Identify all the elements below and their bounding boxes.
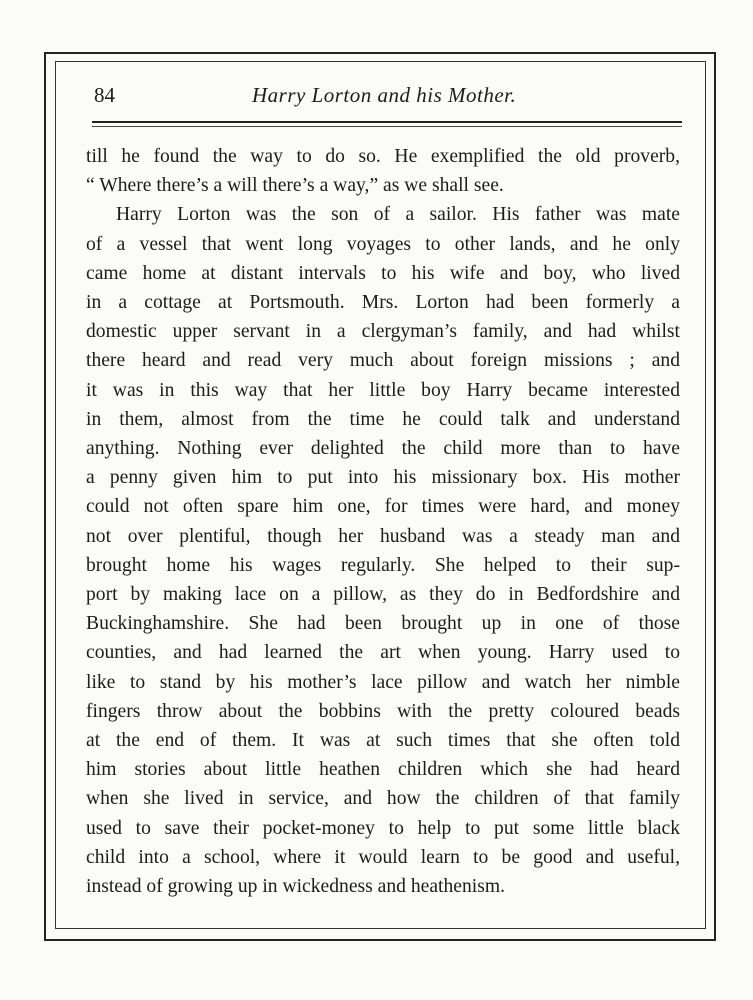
text-line: when she lived in service, and how the children of that family (86, 788, 680, 810)
text-line: instead of growing up in wickedness and heathenism. (86, 876, 505, 898)
text-line: brought home his wages regularly. She helped to their sup- (86, 554, 680, 576)
running-head (92, 80, 682, 112)
text-line: came home at distant intervals to his wife and boy, who lived (86, 262, 680, 284)
text-line: a penny given him to put into his missionary box. His mother (86, 467, 680, 489)
text-line: child into a school, where it would learn to be good and useful, (86, 846, 680, 868)
text-line: it was in this way that her little boy Harry became interested (86, 379, 680, 401)
text-line: in a cottage at Portsmouth. Mrs. Lorton had been formerly a (86, 292, 680, 314)
text-line: used to save their pocket-money to help to put some little black (86, 817, 680, 839)
text-line: could not often spare him one, for times were hard, and money (86, 496, 680, 518)
header-rule-thick (92, 121, 682, 123)
text-line: Harry Lorton was the son of a sailor. His father was mate (116, 204, 680, 226)
text-line: there heard and read very much about foreign missions ; and (86, 350, 680, 372)
text-line: domestic upper servant in a clergyman’s family, and had whilst (86, 321, 680, 343)
text-line: fingers throw about the bobbins with the pretty coloured beads (86, 700, 680, 722)
text-line: counties, and had learned the art when young. Harry used to (86, 642, 680, 664)
text-line: him stories about little heathen children which she had heard (86, 759, 680, 781)
text-line: in them, almost from the time he could talk and understand (86, 408, 680, 430)
text-line: Buckinghamshire. She had been brought up in one of those (86, 613, 680, 635)
header-rule-thin (92, 126, 682, 127)
text-line: like to stand by his mother’s lace pillow and watch her nimble (86, 671, 680, 693)
text-line: not over plentiful, though her husband was a steady man and (86, 525, 680, 547)
running-title: Harry Lorton and his Mother. (252, 83, 517, 107)
text-line: anything. Nothing ever delighted the child more than to have (86, 438, 680, 460)
text-line: “ Where there’s a will there’s a way,” as we shall see. (86, 175, 504, 197)
page-number: 84 (94, 83, 115, 107)
text-line: till he found the way to do so. He exemplified the old proverb, (86, 146, 680, 167)
body-text (86, 142, 680, 901)
text-line: port by making lace on a pillow, as they do in Bedfordshire and (86, 584, 680, 606)
text-line: of a vessel that went long voyages to other lands, and he only (86, 233, 680, 255)
text-line: at the end of them. It was at such times that she often told (86, 730, 680, 752)
